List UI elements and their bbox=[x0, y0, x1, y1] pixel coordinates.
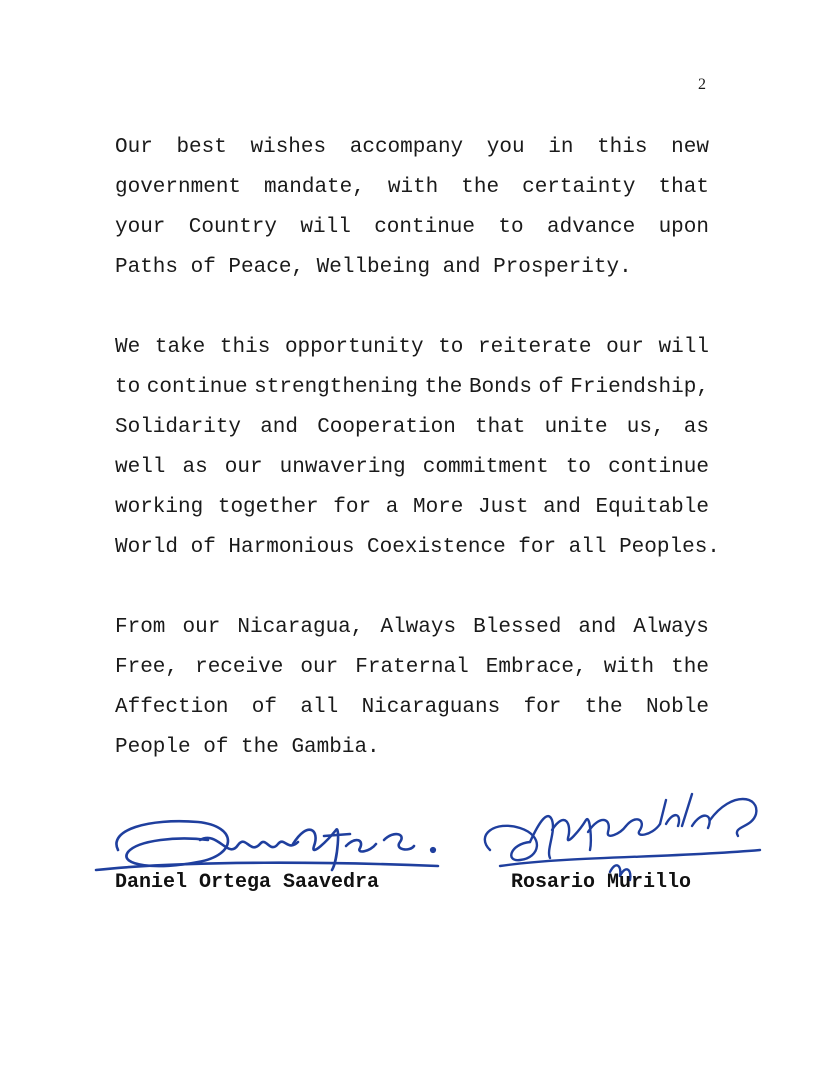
text-line: working together for a More Just and Equitable bbox=[115, 496, 709, 519]
text-line: We take this opportunity to reiterate our will bbox=[115, 336, 709, 359]
signature-block bbox=[0, 770, 825, 910]
text-line: Affection of all Nicaraguans for the Noble bbox=[115, 696, 709, 719]
page-number: 2 bbox=[698, 76, 706, 93]
signature-daniel-ortega bbox=[88, 800, 448, 880]
paragraph bbox=[115, 128, 709, 288]
text-line: People of the Gambia. bbox=[115, 736, 380, 759]
letter-body bbox=[115, 128, 720, 808]
text-line: World of Harmonious Coexistence for all Peoples. bbox=[115, 536, 720, 559]
paragraph bbox=[115, 608, 709, 768]
text-line: Our best wishes accompany you in this new bbox=[115, 136, 709, 159]
text-line: well as our unwavering commitment to continue bbox=[115, 456, 709, 479]
signer-name-daniel-ortega: Daniel Ortega Saavedra bbox=[115, 871, 380, 894]
text-line: Free, receive our Fraternal Embrace, with the bbox=[115, 656, 709, 679]
text-line: Solidarity and Cooperation that unite us, as bbox=[115, 416, 709, 439]
text-line: From our Nicaragua, Always Blessed and Always bbox=[115, 616, 709, 639]
text-line: government mandate, with the certainty that bbox=[115, 176, 709, 199]
text-line: to continue strengthening the Bonds of Friendship, bbox=[115, 376, 709, 399]
paragraph bbox=[115, 328, 720, 568]
text-line: your Country will continue to advance upon bbox=[115, 216, 709, 239]
signer-name-rosario-murillo: Rosario Murillo bbox=[511, 871, 692, 894]
text-line: Paths of Peace, Wellbeing and Prosperity. bbox=[115, 256, 632, 279]
